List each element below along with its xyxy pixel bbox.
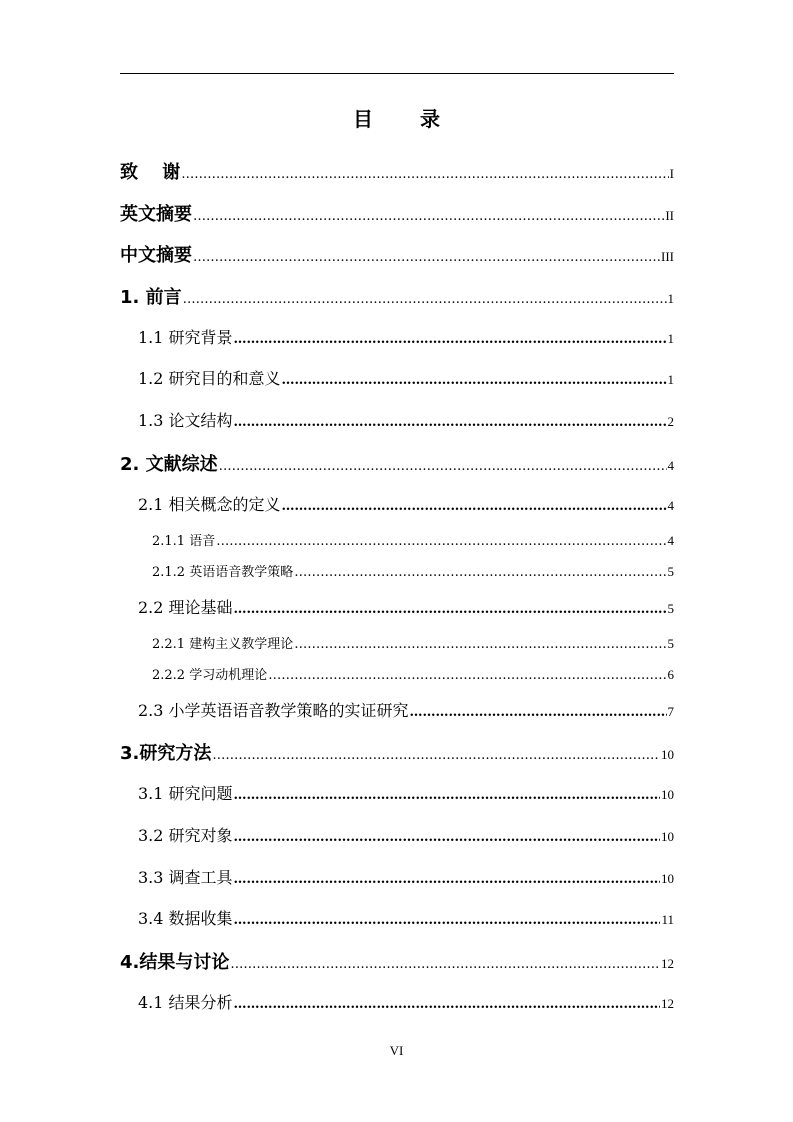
dot-leader (234, 830, 660, 845)
toc-entry-page: 1 (667, 372, 674, 387)
toc-entry-page: 1 (667, 331, 674, 346)
dot-leader (234, 415, 667, 430)
toc-entry-label: 4.结果与讨论 (120, 952, 230, 973)
dot-leader (234, 602, 667, 617)
toc-entry-label: 2.3 小学英语语音教学策略的实证研究 (138, 701, 409, 720)
dot-leader (294, 637, 666, 652)
toc-entry-3-4[interactable] (138, 906, 674, 929)
toc-entry-page: 11 (661, 912, 674, 927)
dot-leader (181, 167, 668, 182)
toc-entry-label: 3.4 数据收集 (138, 909, 233, 928)
toc-entry-english-abstract[interactable] (120, 200, 674, 226)
toc-entry-chapter-1[interactable] (120, 283, 674, 309)
toc-entry-2-1[interactable] (138, 492, 674, 515)
dot-leader (212, 748, 660, 763)
dot-leader (282, 499, 667, 514)
toc-entry-page: 12 (661, 996, 674, 1011)
dot-leader (193, 209, 664, 224)
toc-entry-2-1-2[interactable] (152, 561, 674, 580)
toc-entry-page: 5 (667, 564, 674, 579)
toc-entry-label: 3.研究方法 (120, 743, 212, 764)
toc-entry-3-2[interactable] (138, 823, 674, 846)
toc-title: 目 录 (353, 107, 460, 131)
toc-entry-label: 1.3 论文结构 (138, 411, 233, 430)
toc-entry-1-1[interactable] (138, 325, 674, 348)
toc-entry-label: 1.2 研究目的和意义 (138, 369, 281, 388)
toc-entry-1-3[interactable] (138, 408, 674, 431)
toc-entry-label: 1.1 研究背景 (138, 328, 233, 347)
toc-entry-4-1[interactable] (138, 990, 674, 1013)
toc-entry-3-1[interactable] (138, 781, 674, 804)
toc-entry-page: 4 (667, 498, 674, 513)
toc-entry-page: 10 (661, 829, 674, 844)
toc-entry-label: 英文摘要 (120, 204, 192, 225)
toc-entry-chapter-3[interactable] (120, 739, 674, 765)
toc-entry-chapter-4[interactable] (120, 948, 674, 974)
toc-entry-label: 1. 前言 (120, 287, 182, 308)
toc-entry-page: 10 (661, 747, 674, 762)
toc-entry-chapter-2[interactable] (120, 450, 674, 476)
toc-entry-2-2-2[interactable] (152, 664, 674, 683)
toc-entry-1-2[interactable] (138, 366, 674, 389)
toc-entry-label: 2.1 相关概念的定义 (138, 495, 281, 514)
toc-entry-page: 1 (667, 291, 674, 306)
toc-entry-label: 2.2.2 学习动机理论 (152, 668, 268, 683)
dot-leader (183, 292, 667, 307)
dot-leader (219, 459, 667, 474)
toc-entry-2-2[interactable] (138, 595, 674, 618)
toc-entry-page: III (661, 249, 674, 264)
page-number-footer: VI (389, 1043, 404, 1058)
toc-entry-page: 4 (667, 533, 674, 548)
toc-entry-2-2-1[interactable] (152, 633, 674, 652)
toc-entry-page: 5 (667, 636, 674, 651)
dot-leader (282, 373, 667, 388)
toc-entry-label: 3.1 研究问题 (138, 784, 233, 803)
dot-leader (234, 332, 667, 347)
dot-leader (234, 913, 661, 928)
dot-leader (234, 788, 660, 803)
dot-leader (216, 534, 666, 549)
toc-entry-label: 2.1.2 英语语音教学策略 (152, 565, 294, 580)
dot-leader (234, 997, 660, 1012)
toc-entry-chinese-abstract[interactable] (120, 241, 674, 267)
toc-entry-page: 6 (667, 667, 674, 682)
toc-entry-label: 2.1.1 语音 (152, 534, 216, 549)
toc-entry-2-1-1[interactable] (152, 530, 674, 549)
toc-entry-page: 5 (667, 601, 674, 616)
dot-leader (294, 565, 666, 580)
toc-entry-label: 3.2 研究对象 (138, 826, 233, 845)
dot-leader (268, 668, 666, 683)
dot-leader (193, 250, 660, 265)
toc-entry-acknowledgements[interactable] (120, 158, 674, 184)
toc-entry-page: 12 (661, 956, 674, 971)
header-rule (120, 73, 674, 74)
toc-entry-label: 3.3 调查工具 (138, 868, 233, 887)
dot-leader (230, 957, 660, 972)
toc-entry-page: 10 (661, 787, 674, 802)
toc-entry-label: 中文摘要 (120, 245, 192, 266)
dot-leader (234, 872, 660, 887)
toc-entry-3-3[interactable] (138, 865, 674, 888)
toc-entry-page: 10 (661, 871, 674, 886)
toc-entry-label: 致 谢 (120, 162, 181, 183)
toc-entry-page: 4 (667, 458, 674, 473)
toc-entry-label: 2.2.1 建构主义教学理论 (152, 637, 294, 652)
toc-entry-label: 2.2 理论基础 (138, 598, 233, 617)
toc-entry-label: 2. 文献综述 (120, 454, 218, 475)
toc-entry-label: 4.1 结果分析 (138, 993, 233, 1012)
toc-entry-2-3[interactable] (138, 698, 674, 721)
dot-leader (410, 705, 667, 720)
toc-entry-page: I (669, 166, 674, 181)
toc-entry-page: 7 (667, 704, 674, 719)
toc-entry-page: 2 (667, 414, 674, 429)
toc-entry-page: II (665, 208, 674, 223)
